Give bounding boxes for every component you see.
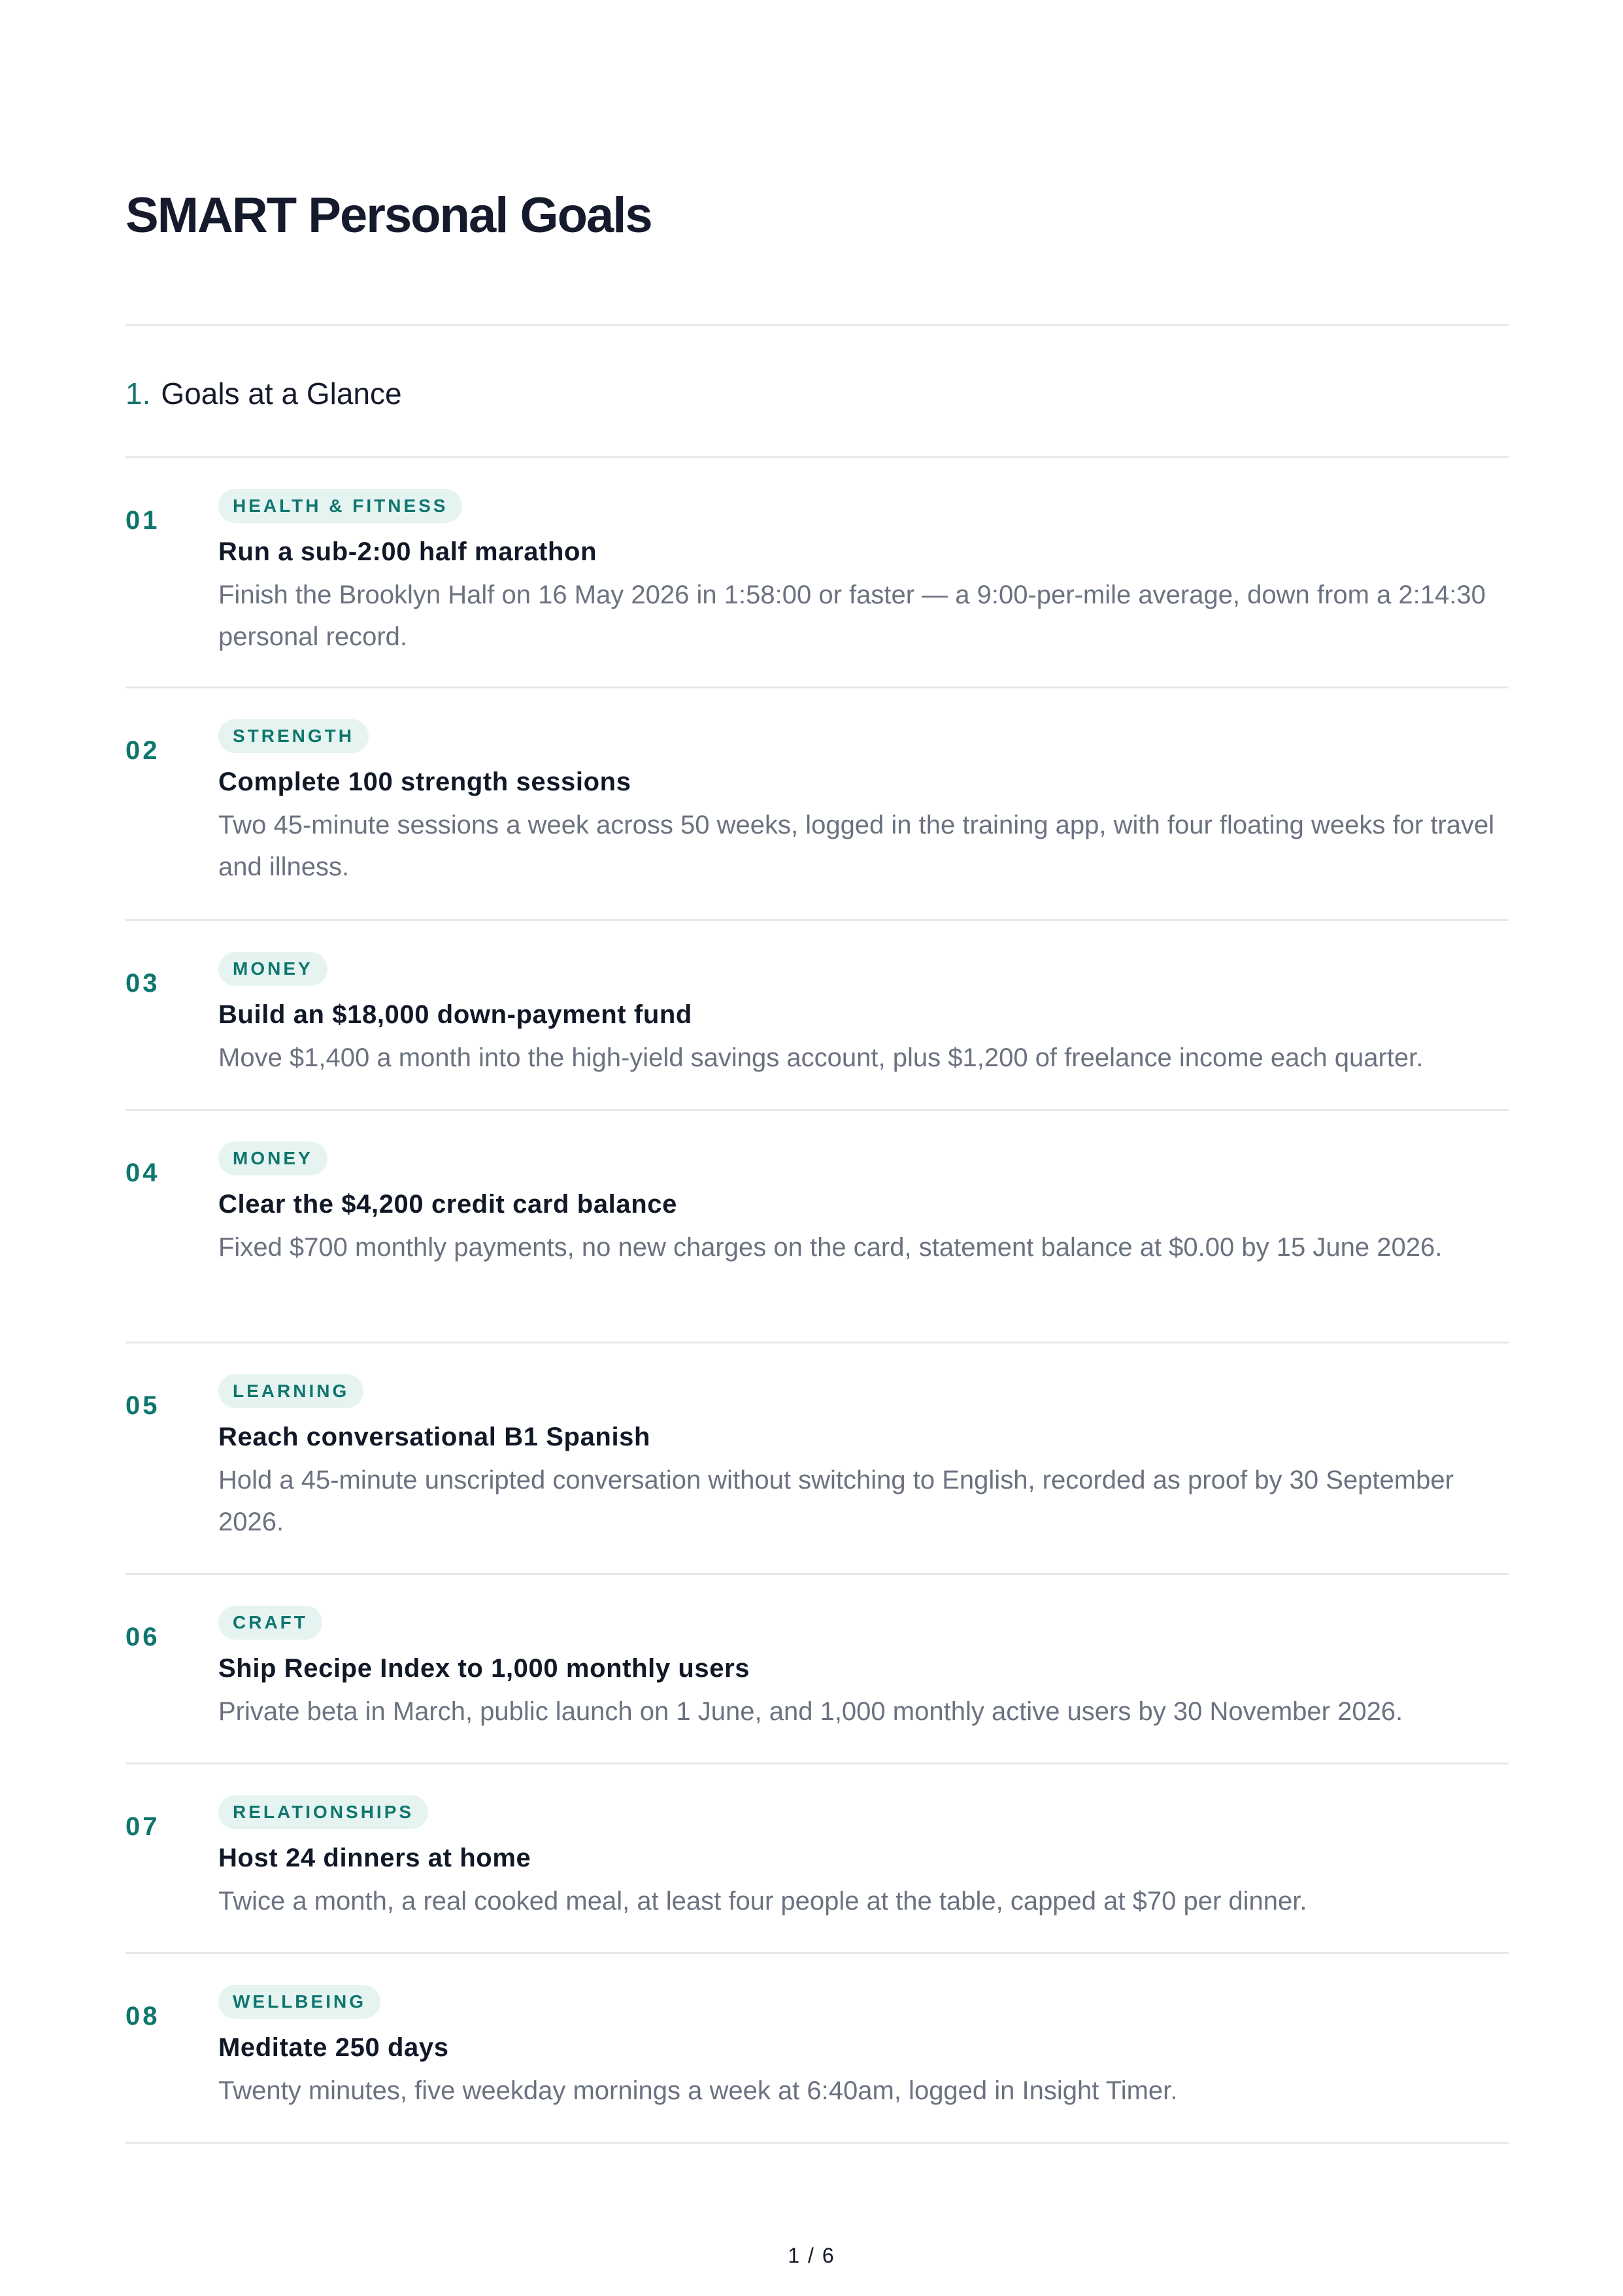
goal-body bbox=[218, 1374, 1509, 1543]
goal-divider bbox=[125, 1573, 1509, 1575]
section-number: 1. bbox=[125, 377, 151, 411]
goal-number: 01 bbox=[125, 506, 160, 535]
category-tag: CRAFT bbox=[218, 1606, 322, 1640]
goal-title: Complete 100 strength sessions bbox=[218, 768, 631, 796]
goal-divider bbox=[125, 1109, 1509, 1111]
goal-title: Reach conversational B1 Spanish bbox=[218, 1423, 651, 1451]
goal-title: Run a sub-2:00 half marathon bbox=[218, 537, 597, 566]
category-tag: WELLBEING bbox=[218, 1985, 380, 2019]
category-tag: MONEY bbox=[218, 1141, 327, 1175]
goal-number: 03 bbox=[125, 969, 160, 998]
section-title: Goals at a Glance bbox=[161, 377, 402, 411]
goal-description: Private beta in March, public launch on 1 June, and 1,000 monthly active users by 30 November 2026. bbox=[218, 1697, 1403, 1726]
goal-divider bbox=[125, 1763, 1509, 1764]
goal-title: Clear the $4,200 credit card balance bbox=[218, 1190, 677, 1219]
category-tag: MONEY bbox=[218, 952, 327, 986]
goal-divider bbox=[125, 686, 1509, 688]
page-indicator: 1 / 6 bbox=[788, 2244, 835, 2267]
section-divider bbox=[125, 456, 1509, 458]
goal-number: 04 bbox=[125, 1158, 160, 1187]
category-tag: STRENGTH bbox=[218, 719, 369, 753]
goal-number: 06 bbox=[125, 1623, 160, 1651]
goal-description: Finish the Brooklyn Half on 16 May 2026 in 1:58:00 or faster — a 9:00-per-mile average, down from a 2:14:30 personal record. bbox=[218, 581, 1486, 651]
goal-description: Twice a month, a real cooked meal, at least four people at the table, capped at $70 per dinner. bbox=[218, 1887, 1307, 1916]
goal-body bbox=[218, 1606, 1509, 1732]
goal-number: 02 bbox=[125, 736, 160, 765]
goal-description: Fixed $700 monthly payments, no new charges on the card, statement balance at $0.00 by 15 June 2026. bbox=[218, 1233, 1443, 1262]
goal-title: Meditate 250 days bbox=[218, 2033, 449, 2062]
goal-body bbox=[218, 719, 1509, 888]
goal-description: Two 45-minute sessions a week across 50 weeks, logged in the training app, with four floating weeks for travel and illness. bbox=[218, 811, 1495, 881]
category-tag: RELATIONSHIPS bbox=[218, 1795, 428, 1829]
goal-number: 07 bbox=[125, 1812, 160, 1841]
goal-divider bbox=[125, 1952, 1509, 1954]
goal-body bbox=[218, 1141, 1509, 1268]
goal-description: Twenty minutes, five weekday mornings a week at 6:40am, logged in Insight Timer. bbox=[218, 2076, 1178, 2105]
goal-body bbox=[218, 1985, 1509, 2112]
goal-number: 05 bbox=[125, 1391, 160, 1420]
goal-title: Host 24 dinners at home bbox=[218, 1844, 531, 1872]
goal-divider bbox=[125, 2142, 1509, 2144]
category-tag: LEARNING bbox=[218, 1374, 363, 1408]
document-title: SMART Personal Goals bbox=[125, 188, 652, 243]
goal-body bbox=[218, 1795, 1509, 1922]
goal-divider bbox=[125, 1342, 1509, 1343]
title-divider bbox=[125, 324, 1509, 326]
section-heading bbox=[125, 374, 402, 413]
goal-body bbox=[218, 489, 1509, 658]
goal-title: Ship Recipe Index to 1,000 monthly users bbox=[218, 1654, 750, 1683]
goal-title: Build an $18,000 down-payment fund bbox=[218, 1000, 692, 1029]
goal-description: Hold a 45-minute unscripted conversation without switching to English, recorded as proof by 30 September 2026. bbox=[218, 1466, 1454, 1536]
goal-number: 08 bbox=[125, 2002, 160, 2031]
document-page bbox=[125, 0, 1509, 2296]
goal-description: Move $1,400 a month into the high-yield savings account, plus $1,200 of freelance income each quarter. bbox=[218, 1043, 1424, 1072]
category-tag: HEALTH & FITNESS bbox=[218, 489, 462, 523]
goal-body bbox=[218, 952, 1509, 1079]
goal-divider bbox=[125, 919, 1509, 921]
